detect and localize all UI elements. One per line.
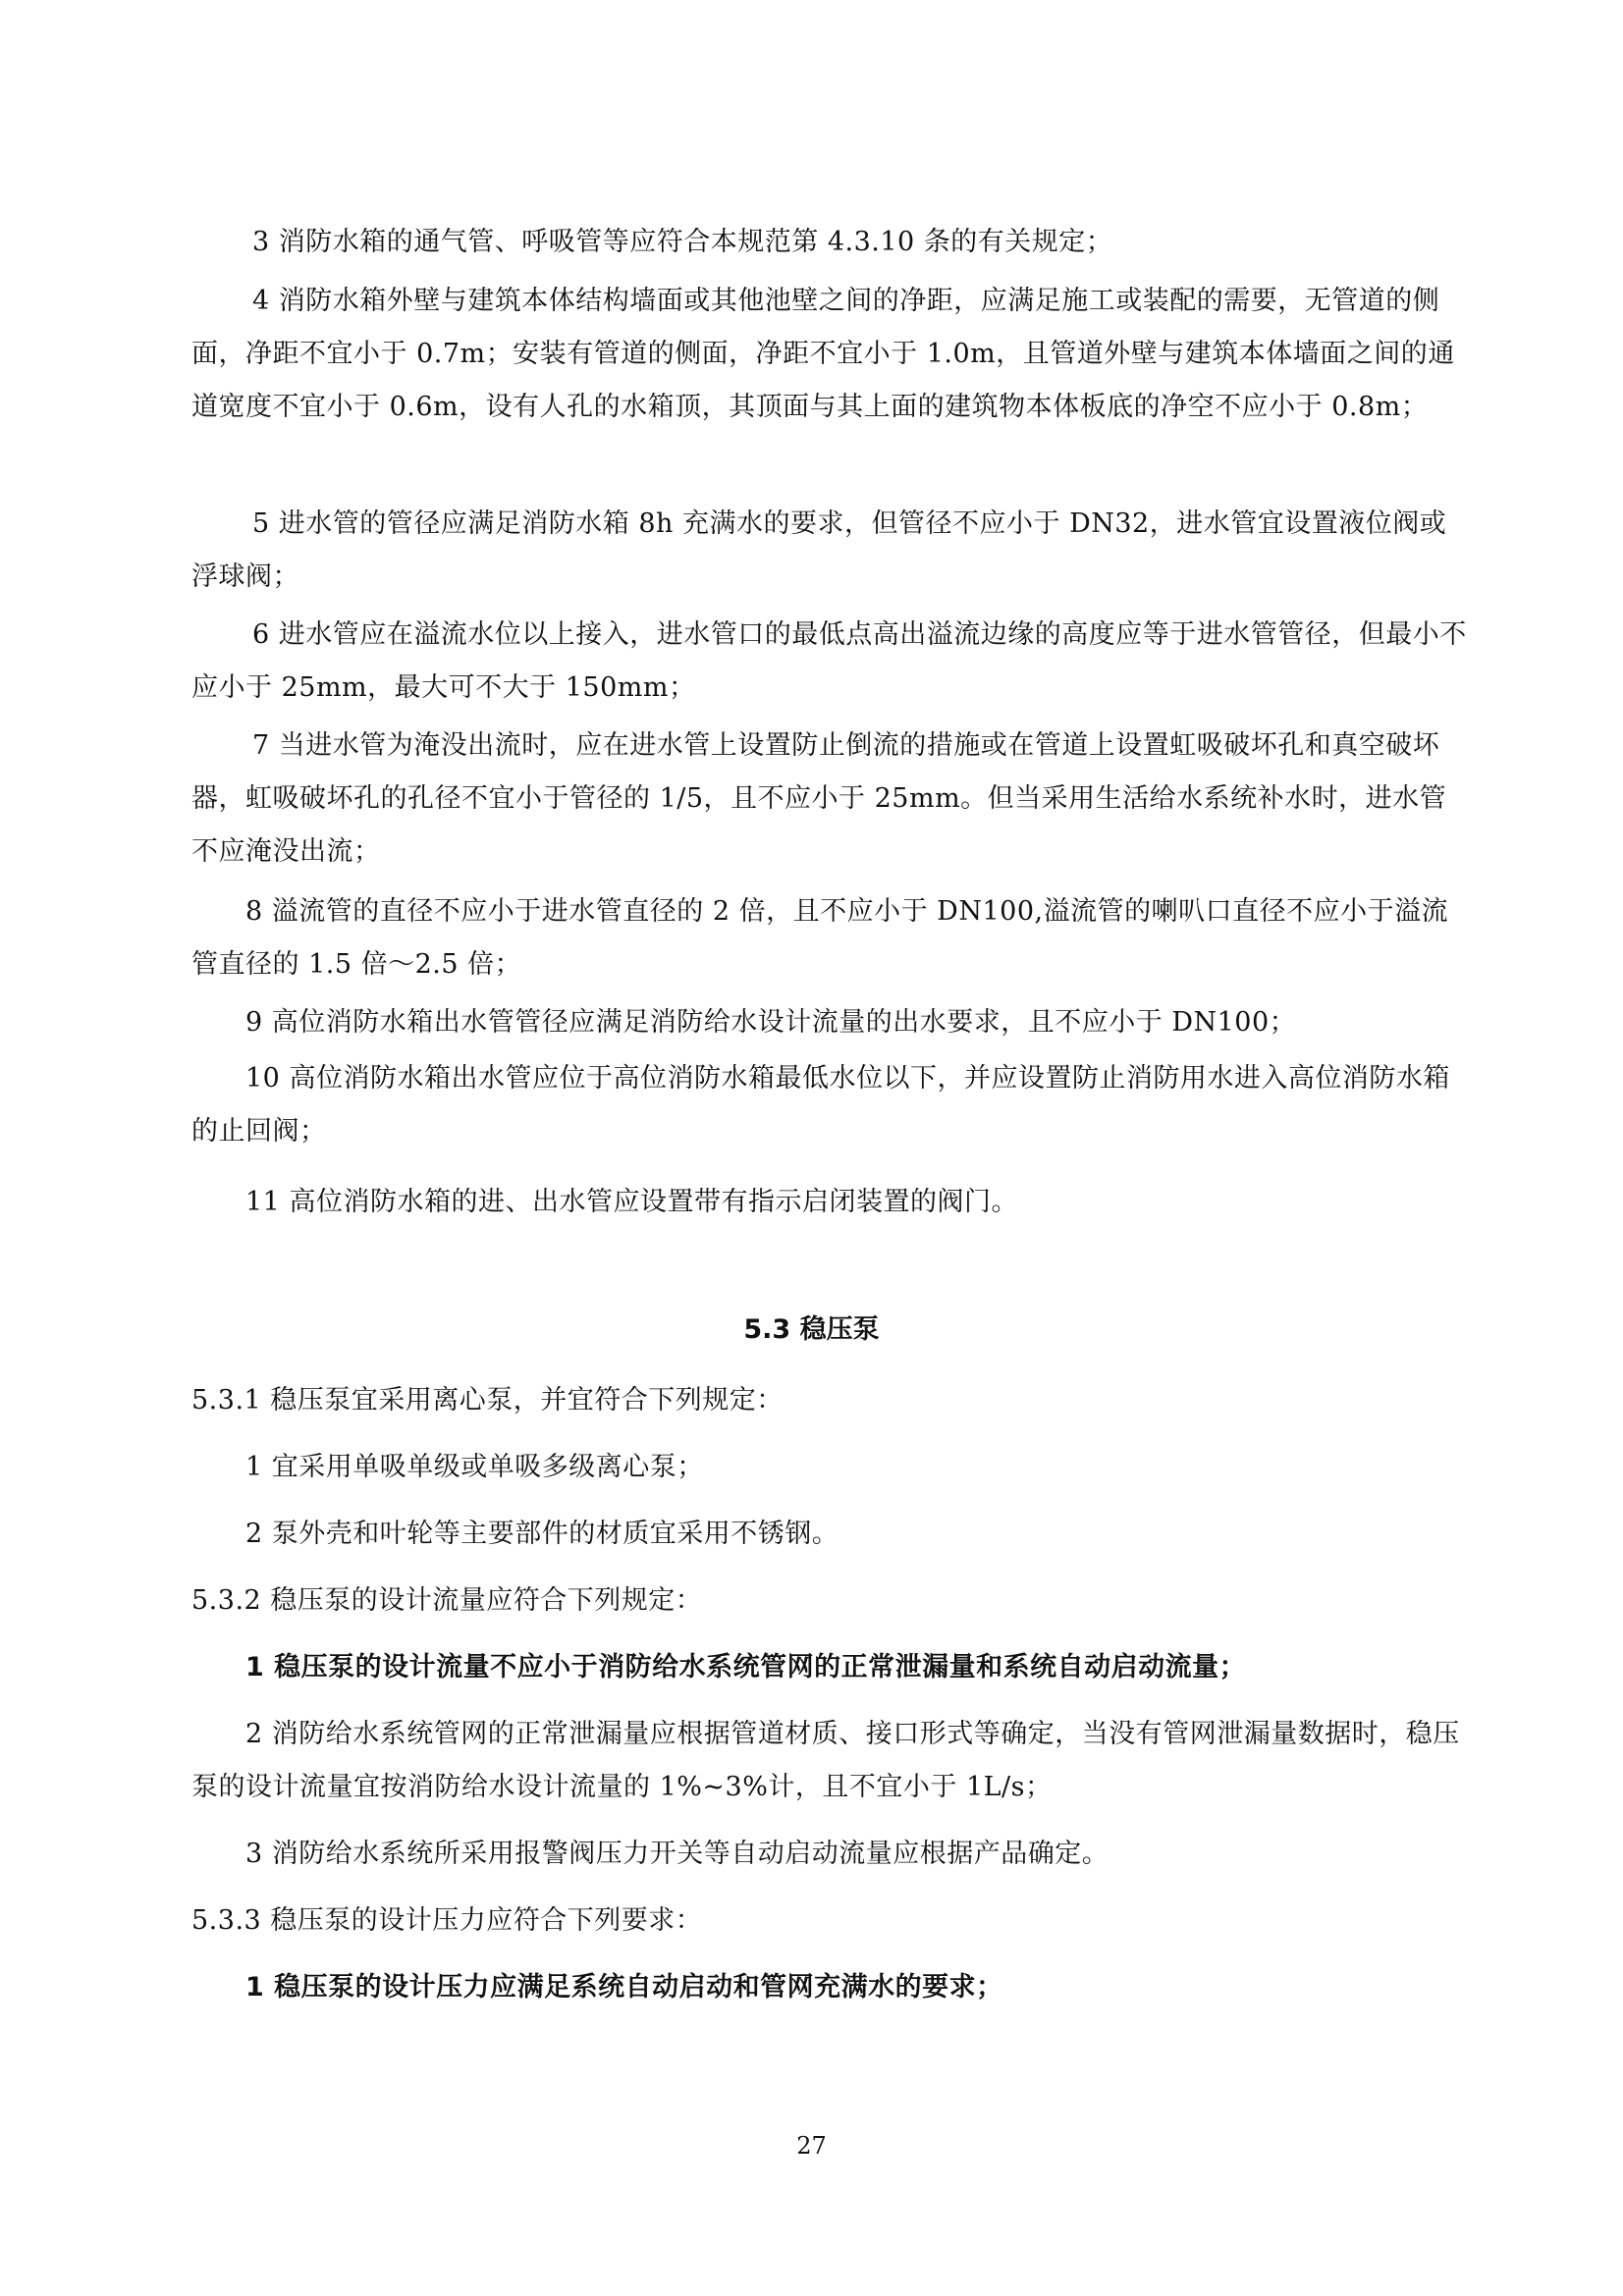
clause-item-4: 4 消防水箱外壁与建筑本体结构墙面或其他池壁之间的净距，应满足施工或装配的需要，无管道的侧面，净距不宜小于 0.7m；安装有管道的侧面，净距不宜小于 1.0m，且管道外壁与建筑本体墙面之间的通道宽度不宜小于 0.6m，设有人孔的水箱顶，其顶面与其上面的建筑物本体板底的净空不应小于 0.8m；	[191, 286, 1455, 422]
clause-532-item-1: 1 稳压泵的设计流量不应小于消防给水系统管网的正常泄漏量和系统自动启动流量；	[245, 1652, 1247, 1682]
clause-531-item-1: 1 宜采用单吸单级或单吸多级离心泵；	[245, 1452, 704, 1482]
clause-item-8: 8 溢流管的直径不应小于进水管直径的 2 倍，且不应小于 DN100,溢流管的喇叭口直径不应小于溢流管直径的 1.5 倍～2.5 倍；	[191, 896, 1449, 980]
clause-item-3: 3 消防水箱的通气管、呼吸管等应符合本规范第 4.3.10 条的有关规定；	[252, 227, 1113, 257]
clause-532-title: 5.3.2 稳压泵的设计流量应符合下列规定：	[191, 1585, 703, 1616]
section-title: 5.3 稳压泵	[743, 1314, 880, 1345]
clause-532-item-2: 2 消防给水系统管网的正常泄漏量应根据管道材质、接口形式等确定，当没有管网泄漏量数据时，稳压泵的设计流量宜按消防给水设计流量的 1%~3%计，且不宜小于 1L/s；	[191, 1719, 1460, 1802]
clause-item-7: 7 当进水管为淹没出流时，应在进水管上设置防止倒流的措施或在管道上设置虹吸破坏孔和真空破坏器，虹吸破坏孔的孔径不宜小于管径的 1/5，且不应小于 25mm。但当采用生活给水系统补水时，进水管不应淹没出流；	[191, 730, 1447, 867]
clause-531-item-2: 2 泵外壳和叶轮等主要部件的材质宜采用不锈钢。	[245, 1519, 839, 1549]
clause-item-5: 5 进水管的管径应满足消防水箱 8h 充满水的要求，但管径不应小于 DN32，进水管宜设置液位阀或浮球阀；	[191, 508, 1447, 592]
clause-item-11: 11 高位消防水箱的进、出水管应设置带有指示启闭装置的阀门。	[245, 1187, 1018, 1217]
page-number: 27	[796, 2132, 827, 2160]
clause-533-item-1: 1 稳压泵的设计压力应满足系统自动启动和管网充满水的要求；	[245, 1972, 1003, 2002]
clause-532-item-3: 3 消防给水系统所采用报警阀压力开关等自动启动流量应根据产品确定。	[245, 1839, 1109, 1869]
clause-533-title: 5.3.3 稳压泵的设计压力应符合下列要求：	[191, 1905, 703, 1936]
clause-item-6: 6 进水管应在溢流水位以上接入，进水管口的最低点高出溢流边缘的高度应等于进水管管径，但最小不应小于 25mm，最大可不大于 150mm；	[191, 619, 1467, 703]
clause-item-9: 9 高位消防水箱出水管管径应满足消防给水设计流量的出水要求，且不应小于 DN100；	[245, 1007, 1297, 1038]
clause-531-title: 5.3.1 稳压泵宜采用离心泵，并宜符合下列规定：	[191, 1385, 784, 1415]
clause-item-10: 10 高位消防水箱出水管应位于高位消防水箱最低水位以下，并应设置防止消防用水进入高位消防水箱的止回阀；	[191, 1063, 1450, 1147]
